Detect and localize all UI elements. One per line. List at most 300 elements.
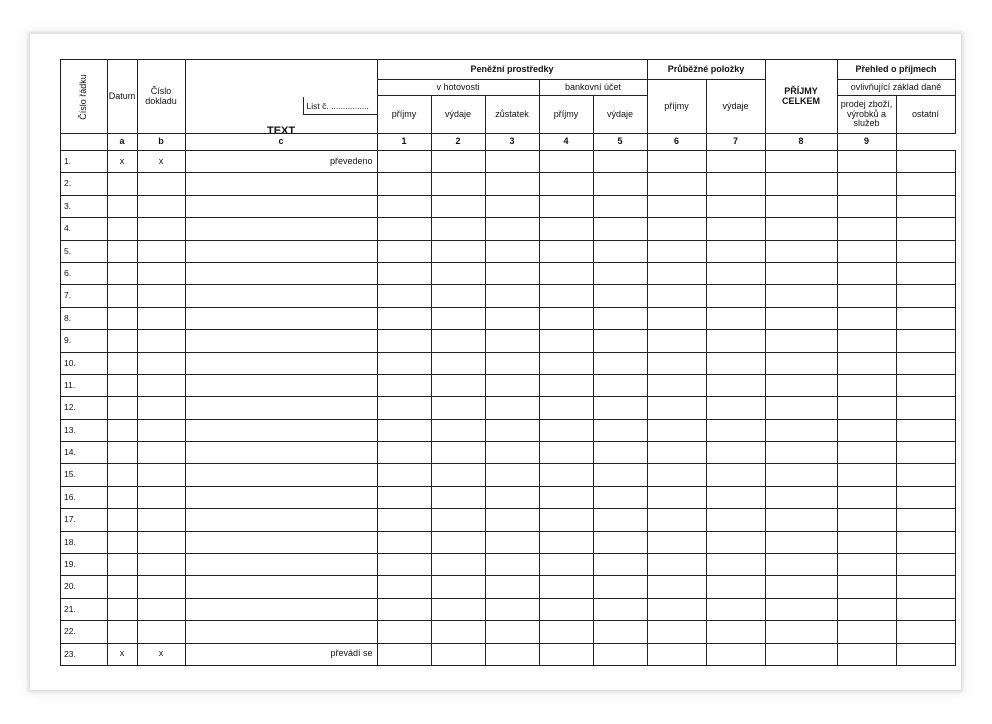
amount-cell xyxy=(837,173,896,195)
header-transit: Průběžné položky xyxy=(647,60,765,80)
column-label: 7 xyxy=(706,134,765,151)
amount-cell xyxy=(706,419,765,441)
amount-cell xyxy=(593,598,647,620)
amount-cell xyxy=(837,262,896,284)
text-cell xyxy=(185,419,377,441)
amount-cell xyxy=(706,307,765,329)
date-cell xyxy=(107,419,137,441)
amount-cell xyxy=(539,643,593,665)
amount-cell xyxy=(377,352,431,374)
amount-cell xyxy=(896,240,955,262)
amount-cell xyxy=(485,464,539,486)
amount-cell xyxy=(377,151,431,173)
date-cell xyxy=(107,554,137,576)
amount-cell xyxy=(593,509,647,531)
document-number-cell xyxy=(137,464,185,486)
column-label: 4 xyxy=(539,134,593,151)
date-cell xyxy=(107,218,137,240)
document-number-cell xyxy=(137,307,185,329)
amount-cell xyxy=(896,554,955,576)
amount-cell xyxy=(593,621,647,643)
amount-cell xyxy=(837,643,896,665)
amount-cell xyxy=(539,307,593,329)
amount-cell xyxy=(706,151,765,173)
amount-cell xyxy=(431,218,485,240)
amount-cell xyxy=(539,285,593,307)
amount-cell xyxy=(896,285,955,307)
amount-cell xyxy=(485,374,539,396)
amount-cell xyxy=(647,464,706,486)
amount-cell xyxy=(647,554,706,576)
table-row xyxy=(61,643,956,665)
header-date: Datum xyxy=(107,60,137,134)
amount-cell xyxy=(647,643,706,665)
amount-cell xyxy=(431,330,485,352)
amount-cell xyxy=(896,576,955,598)
document-number-cell xyxy=(137,554,185,576)
amount-cell xyxy=(377,307,431,329)
text-cell xyxy=(185,397,377,419)
amount-cell xyxy=(377,374,431,396)
amount-cell xyxy=(593,262,647,284)
row-number: 21. xyxy=(61,598,108,620)
text-cell xyxy=(185,240,377,262)
row-number: 12. xyxy=(61,397,108,419)
amount-cell xyxy=(647,486,706,508)
amount-cell xyxy=(647,531,706,553)
amount-cell xyxy=(377,397,431,419)
amount-cell xyxy=(593,643,647,665)
amount-cell xyxy=(431,531,485,553)
amount-cell xyxy=(593,419,647,441)
cash-book-table xyxy=(60,59,956,666)
amount-cell xyxy=(837,598,896,620)
table-row xyxy=(61,240,956,262)
table-row xyxy=(61,464,956,486)
amount-cell xyxy=(706,442,765,464)
document-number-cell: x xyxy=(137,643,185,665)
amount-cell xyxy=(765,531,837,553)
row-number: 7. xyxy=(61,285,108,307)
amount-cell xyxy=(706,352,765,374)
amount-cell xyxy=(539,621,593,643)
amount-cell xyxy=(431,643,485,665)
amount-cell xyxy=(431,464,485,486)
row-number: 17. xyxy=(61,509,108,531)
amount-cell xyxy=(539,240,593,262)
amount-cell xyxy=(706,240,765,262)
amount-cell xyxy=(765,486,837,508)
amount-cell xyxy=(593,486,647,508)
document-number-cell xyxy=(137,374,185,396)
document-number-cell xyxy=(137,330,185,352)
text-cell xyxy=(185,464,377,486)
table-row xyxy=(61,576,956,598)
amount-cell xyxy=(431,576,485,598)
amount-cell xyxy=(765,285,837,307)
amount-cell xyxy=(647,218,706,240)
document-number-cell xyxy=(137,218,185,240)
amount-cell xyxy=(837,464,896,486)
amount-cell xyxy=(377,486,431,508)
amount-cell xyxy=(765,464,837,486)
text-cell xyxy=(185,218,377,240)
text-cell xyxy=(185,352,377,374)
header-other: ostatní xyxy=(896,96,955,134)
date-cell xyxy=(107,262,137,284)
column-label: a xyxy=(107,134,137,151)
amount-cell xyxy=(485,486,539,508)
amount-cell xyxy=(431,262,485,284)
amount-cell xyxy=(647,442,706,464)
date-cell xyxy=(107,442,137,464)
amount-cell xyxy=(647,262,706,284)
amount-cell xyxy=(593,173,647,195)
table-row xyxy=(61,218,956,240)
column-label: 3 xyxy=(485,134,539,151)
row-number: 13. xyxy=(61,419,108,441)
amount-cell xyxy=(706,262,765,284)
amount-cell xyxy=(377,173,431,195)
amount-cell xyxy=(485,621,539,643)
amount-cell xyxy=(896,330,955,352)
amount-cell xyxy=(485,307,539,329)
amount-cell xyxy=(485,531,539,553)
amount-cell xyxy=(485,173,539,195)
date-cell: x xyxy=(107,643,137,665)
amount-cell xyxy=(539,509,593,531)
text-cell xyxy=(185,621,377,643)
amount-cell xyxy=(837,352,896,374)
amount-cell xyxy=(485,240,539,262)
table-row xyxy=(61,554,956,576)
amount-cell xyxy=(896,352,955,374)
amount-cell xyxy=(896,218,955,240)
amount-cell xyxy=(765,509,837,531)
amount-cell xyxy=(706,330,765,352)
amount-cell xyxy=(539,195,593,217)
amount-cell xyxy=(593,307,647,329)
amount-cell xyxy=(593,464,647,486)
amount-cell xyxy=(377,598,431,620)
amount-cell xyxy=(539,554,593,576)
amount-cell xyxy=(377,218,431,240)
header-text xyxy=(185,60,377,134)
amount-cell xyxy=(837,151,896,173)
text-cell xyxy=(185,330,377,352)
amount-cell xyxy=(896,442,955,464)
amount-cell xyxy=(765,173,837,195)
amount-cell xyxy=(431,397,485,419)
amount-cell xyxy=(647,598,706,620)
amount-cell xyxy=(539,576,593,598)
date-cell xyxy=(107,531,137,553)
amount-cell xyxy=(837,576,896,598)
text-cell: převádí se xyxy=(185,643,377,665)
column-label: 5 xyxy=(593,134,647,151)
date-cell xyxy=(107,397,137,419)
date-cell xyxy=(107,374,137,396)
amount-cell xyxy=(896,151,955,173)
amount-cell xyxy=(539,531,593,553)
amount-cell xyxy=(765,240,837,262)
amount-cell xyxy=(837,509,896,531)
text-cell xyxy=(185,531,377,553)
amount-cell xyxy=(647,374,706,396)
amount-cell xyxy=(377,554,431,576)
amount-cell xyxy=(377,285,431,307)
amount-cell xyxy=(539,486,593,508)
header-bank: bankovní účet xyxy=(539,80,647,96)
row-number: 1. xyxy=(61,151,108,173)
document-number-cell xyxy=(137,442,185,464)
table-row xyxy=(61,307,956,329)
amount-cell xyxy=(485,352,539,374)
header-bank-receipts: příjmy xyxy=(539,96,593,134)
date-cell xyxy=(107,576,137,598)
header-transit-receipts: příjmy xyxy=(647,80,706,134)
table-row xyxy=(61,285,956,307)
amount-cell xyxy=(896,509,955,531)
column-label: 1 xyxy=(377,134,431,151)
amount-cell xyxy=(896,643,955,665)
text-cell xyxy=(185,307,377,329)
amount-cell xyxy=(431,621,485,643)
date-cell xyxy=(107,240,137,262)
header-money: Peněžní prostředky xyxy=(377,60,647,80)
amount-cell xyxy=(485,576,539,598)
amount-cell xyxy=(377,464,431,486)
amount-cell xyxy=(593,531,647,553)
amount-cell xyxy=(431,554,485,576)
amount-cell xyxy=(837,531,896,553)
amount-cell xyxy=(539,151,593,173)
amount-cell xyxy=(377,195,431,217)
table-row xyxy=(61,173,956,195)
amount-cell xyxy=(377,442,431,464)
amount-cell xyxy=(706,621,765,643)
row-number: 3. xyxy=(61,195,108,217)
table-row xyxy=(61,486,956,508)
amount-cell xyxy=(593,330,647,352)
row-number: 15. xyxy=(61,464,108,486)
amount-cell xyxy=(539,598,593,620)
amount-cell xyxy=(647,397,706,419)
amount-cell xyxy=(765,307,837,329)
amount-cell xyxy=(765,442,837,464)
text-cell xyxy=(185,554,377,576)
amount-cell xyxy=(431,442,485,464)
amount-cell xyxy=(837,218,896,240)
amount-cell xyxy=(431,419,485,441)
row-number: 4. xyxy=(61,218,108,240)
text-cell xyxy=(185,374,377,396)
amount-cell xyxy=(377,576,431,598)
amount-cell xyxy=(837,442,896,464)
text-cell xyxy=(185,285,377,307)
row-number: 2. xyxy=(61,173,108,195)
amount-cell xyxy=(706,486,765,508)
amount-cell xyxy=(431,285,485,307)
amount-cell xyxy=(765,330,837,352)
date-cell: x xyxy=(107,151,137,173)
amount-cell xyxy=(485,262,539,284)
amount-cell xyxy=(647,151,706,173)
header-sales: prodej zboží, výrobků a služeb xyxy=(837,96,896,134)
amount-cell xyxy=(593,285,647,307)
amount-cell xyxy=(765,643,837,665)
amount-cell xyxy=(706,643,765,665)
amount-cell xyxy=(706,576,765,598)
amount-cell xyxy=(485,285,539,307)
document-number-cell xyxy=(137,531,185,553)
amount-cell xyxy=(706,195,765,217)
amount-cell xyxy=(765,218,837,240)
column-label-row xyxy=(61,134,956,151)
document-number-cell xyxy=(137,240,185,262)
text-cell xyxy=(185,486,377,508)
amount-cell xyxy=(539,464,593,486)
amount-cell xyxy=(837,621,896,643)
amount-cell xyxy=(647,352,706,374)
amount-cell xyxy=(837,554,896,576)
amount-cell xyxy=(896,419,955,441)
document-number-cell xyxy=(137,173,185,195)
column-label: 6 xyxy=(647,134,706,151)
sheet-number-box: List č. ................ xyxy=(303,97,377,115)
table-row xyxy=(61,419,956,441)
amount-cell xyxy=(593,442,647,464)
table-row xyxy=(61,374,956,396)
row-number: 22. xyxy=(61,621,108,643)
amount-cell xyxy=(593,151,647,173)
date-cell xyxy=(107,195,137,217)
amount-cell xyxy=(377,330,431,352)
document-number-cell xyxy=(137,486,185,508)
amount-cell xyxy=(765,352,837,374)
amount-cell xyxy=(485,151,539,173)
amount-cell xyxy=(706,285,765,307)
amount-cell xyxy=(837,307,896,329)
ledger-sheet xyxy=(30,34,961,690)
text-cell xyxy=(185,173,377,195)
amount-cell xyxy=(593,352,647,374)
document-number-cell xyxy=(137,598,185,620)
amount-cell xyxy=(593,374,647,396)
amount-cell xyxy=(706,531,765,553)
amount-cell xyxy=(539,262,593,284)
text-cell xyxy=(185,442,377,464)
amount-cell xyxy=(837,486,896,508)
amount-cell xyxy=(485,598,539,620)
table-row xyxy=(61,531,956,553)
amount-cell xyxy=(539,397,593,419)
column-label: 9 xyxy=(837,134,896,151)
amount-cell xyxy=(837,330,896,352)
amount-cell xyxy=(765,419,837,441)
table-row xyxy=(61,195,956,217)
text-cell xyxy=(185,262,377,284)
table-row xyxy=(61,509,956,531)
table-row xyxy=(61,151,956,173)
amount-cell xyxy=(431,240,485,262)
amount-cell xyxy=(765,151,837,173)
amount-cell xyxy=(896,486,955,508)
amount-cell xyxy=(485,330,539,352)
document-number-cell xyxy=(137,285,185,307)
row-number: 14. xyxy=(61,442,108,464)
document-number-cell xyxy=(137,352,185,374)
header-document-number: Číslo dokladu xyxy=(137,60,185,134)
date-cell xyxy=(107,621,137,643)
amount-cell xyxy=(765,195,837,217)
table-row xyxy=(61,262,956,284)
text-title: TEXT xyxy=(266,124,296,134)
amount-cell xyxy=(896,464,955,486)
amount-cell xyxy=(593,195,647,217)
amount-cell xyxy=(539,374,593,396)
amount-cell xyxy=(485,397,539,419)
text-cell xyxy=(185,195,377,217)
amount-cell xyxy=(431,374,485,396)
amount-cell xyxy=(647,621,706,643)
date-cell xyxy=(107,598,137,620)
table-row xyxy=(61,621,956,643)
amount-cell xyxy=(765,621,837,643)
date-cell xyxy=(107,307,137,329)
amount-cell xyxy=(539,419,593,441)
row-number: 10. xyxy=(61,352,108,374)
text-cell xyxy=(185,509,377,531)
amount-cell xyxy=(765,576,837,598)
table-row xyxy=(61,397,956,419)
amount-cell xyxy=(896,397,955,419)
amount-cell xyxy=(765,374,837,396)
row-number: 5. xyxy=(61,240,108,262)
amount-cell xyxy=(837,240,896,262)
amount-cell xyxy=(593,218,647,240)
row-number: 16. xyxy=(61,486,108,508)
amount-cell xyxy=(377,531,431,553)
column-label xyxy=(61,134,108,151)
amount-cell xyxy=(485,442,539,464)
table-row xyxy=(61,598,956,620)
amount-cell xyxy=(485,554,539,576)
header-bank-expenses: výdaje xyxy=(593,96,647,134)
amount-cell xyxy=(765,397,837,419)
amount-cell xyxy=(539,173,593,195)
amount-cell xyxy=(647,509,706,531)
amount-cell xyxy=(706,218,765,240)
amount-cell xyxy=(706,173,765,195)
amount-cell xyxy=(539,330,593,352)
column-label: 2 xyxy=(431,134,485,151)
document-number-cell xyxy=(137,397,185,419)
amount-cell xyxy=(377,240,431,262)
text-cell xyxy=(185,598,377,620)
column-label: 8 xyxy=(765,134,837,151)
amount-cell xyxy=(765,262,837,284)
amount-cell xyxy=(706,397,765,419)
header-total-income: PŘÍJMY CELKEM xyxy=(765,60,837,134)
amount-cell xyxy=(647,330,706,352)
document-number-cell: x xyxy=(137,151,185,173)
date-cell xyxy=(107,486,137,508)
amount-cell xyxy=(431,509,485,531)
amount-cell xyxy=(431,307,485,329)
amount-cell xyxy=(837,195,896,217)
row-number: 18. xyxy=(61,531,108,553)
